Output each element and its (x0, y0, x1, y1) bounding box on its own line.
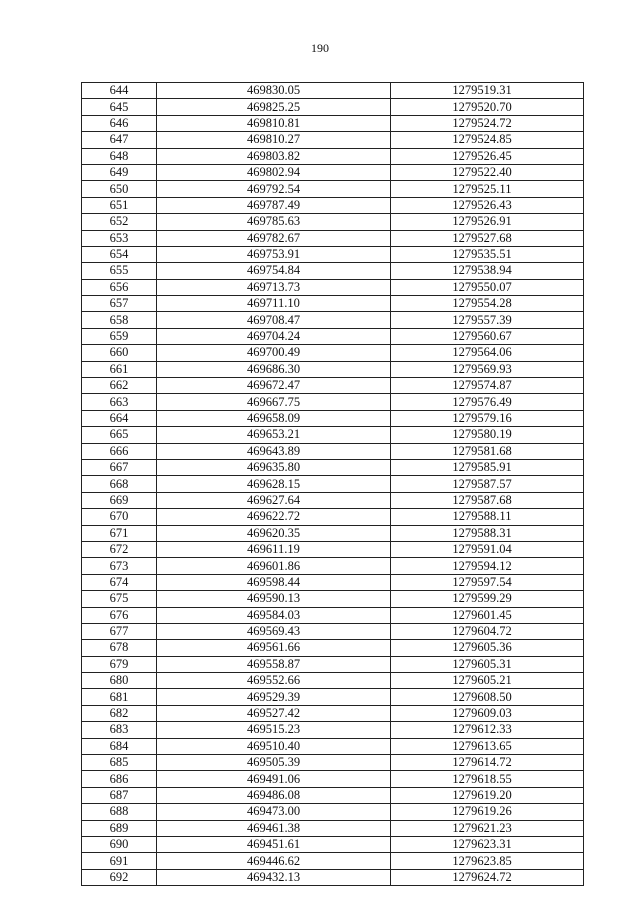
x-coordinate-cell: 469635.80 (157, 459, 391, 475)
page-number: 190 (311, 41, 329, 55)
point-number-cell: 668 (82, 476, 157, 492)
point-number-cell: 669 (82, 492, 157, 508)
x-coordinate-cell: 469486.08 (157, 787, 391, 803)
table-row (82, 181, 584, 197)
table-row (82, 574, 584, 590)
point-number-cell: 676 (82, 607, 157, 623)
y-coordinate-cell: 1279524.72 (391, 115, 584, 131)
point-number-cell: 644 (82, 83, 157, 99)
table-row (82, 673, 584, 689)
x-coordinate-cell: 469558.87 (157, 656, 391, 672)
table-row (82, 230, 584, 246)
x-coordinate-cell: 469810.27 (157, 132, 391, 148)
x-coordinate-cell: 469515.23 (157, 722, 391, 738)
x-coordinate-cell: 469527.42 (157, 705, 391, 721)
point-number-cell: 671 (82, 525, 157, 541)
x-coordinate-cell: 469711.10 (157, 296, 391, 312)
x-coordinate-cell: 469672.47 (157, 378, 391, 394)
y-coordinate-cell: 1279588.31 (391, 525, 584, 541)
point-number-cell: 689 (82, 820, 157, 836)
y-coordinate-cell: 1279525.11 (391, 181, 584, 197)
y-coordinate-cell: 1279599.29 (391, 591, 584, 607)
table-row (82, 378, 584, 394)
y-coordinate-cell: 1279538.94 (391, 263, 584, 279)
point-number-cell: 645 (82, 99, 157, 115)
x-coordinate-cell: 469473.00 (157, 804, 391, 820)
x-coordinate-cell: 469611.19 (157, 541, 391, 557)
table-row (82, 509, 584, 525)
point-number-cell: 683 (82, 722, 157, 738)
point-number-cell: 652 (82, 214, 157, 230)
y-coordinate-cell: 1279623.31 (391, 836, 584, 852)
table-row (82, 853, 584, 869)
x-coordinate-cell: 469667.75 (157, 394, 391, 410)
y-coordinate-cell: 1279612.33 (391, 722, 584, 738)
x-coordinate-cell: 469598.44 (157, 574, 391, 590)
x-coordinate-cell: 469627.64 (157, 492, 391, 508)
y-coordinate-cell: 1279585.91 (391, 459, 584, 475)
point-number-cell: 658 (82, 312, 157, 328)
table-row (82, 197, 584, 213)
point-number-cell: 664 (82, 410, 157, 426)
y-coordinate-cell: 1279576.49 (391, 394, 584, 410)
table-row (82, 820, 584, 836)
x-coordinate-cell: 469653.21 (157, 427, 391, 443)
table-row (82, 771, 584, 787)
table-row (82, 738, 584, 754)
x-coordinate-cell: 469569.43 (157, 623, 391, 639)
x-coordinate-cell: 469561.66 (157, 640, 391, 656)
y-coordinate-cell: 1279605.36 (391, 640, 584, 656)
y-coordinate-cell: 1279623.85 (391, 853, 584, 869)
x-coordinate-cell: 469432.13 (157, 869, 391, 885)
point-number-cell: 667 (82, 459, 157, 475)
table-row (82, 640, 584, 656)
x-coordinate-cell: 469708.47 (157, 312, 391, 328)
x-coordinate-cell: 469704.24 (157, 328, 391, 344)
point-number-cell: 666 (82, 443, 157, 459)
table-row (82, 345, 584, 361)
y-coordinate-cell: 1279619.20 (391, 787, 584, 803)
table-row (82, 164, 584, 180)
table-row (82, 443, 584, 459)
y-coordinate-cell: 1279580.19 (391, 427, 584, 443)
table-row (82, 394, 584, 410)
point-number-cell: 662 (82, 378, 157, 394)
x-coordinate-cell: 469658.09 (157, 410, 391, 426)
table-row (82, 476, 584, 492)
point-number-cell: 690 (82, 836, 157, 852)
y-coordinate-cell: 1279587.68 (391, 492, 584, 508)
point-number-cell: 672 (82, 541, 157, 557)
y-coordinate-cell: 1279581.68 (391, 443, 584, 459)
coordinates-table-body (82, 83, 584, 886)
point-number-cell: 651 (82, 197, 157, 213)
y-coordinate-cell: 1279605.31 (391, 656, 584, 672)
y-coordinate-cell: 1279601.45 (391, 607, 584, 623)
x-coordinate-cell: 469628.15 (157, 476, 391, 492)
table-row (82, 99, 584, 115)
y-coordinate-cell: 1279588.11 (391, 509, 584, 525)
y-coordinate-cell: 1279613.65 (391, 738, 584, 754)
x-coordinate-cell: 469802.94 (157, 164, 391, 180)
table-row (82, 689, 584, 705)
y-coordinate-cell: 1279591.04 (391, 541, 584, 557)
y-coordinate-cell: 1279608.50 (391, 689, 584, 705)
table-row (82, 148, 584, 164)
x-coordinate-cell: 469529.39 (157, 689, 391, 705)
point-number-cell: 682 (82, 705, 157, 721)
point-number-cell: 670 (82, 509, 157, 525)
x-coordinate-cell: 469552.66 (157, 673, 391, 689)
point-number-cell: 675 (82, 591, 157, 607)
x-coordinate-cell: 469446.62 (157, 853, 391, 869)
point-number-cell: 648 (82, 148, 157, 164)
table-row (82, 296, 584, 312)
y-coordinate-cell: 1279526.43 (391, 197, 584, 213)
table-row (82, 787, 584, 803)
point-number-cell: 649 (82, 164, 157, 180)
table-row (82, 558, 584, 574)
y-coordinate-cell: 1279605.21 (391, 673, 584, 689)
y-coordinate-cell: 1279579.16 (391, 410, 584, 426)
y-coordinate-cell: 1279597.54 (391, 574, 584, 590)
point-number-cell: 657 (82, 296, 157, 312)
point-number-cell: 646 (82, 115, 157, 131)
y-coordinate-cell: 1279557.39 (391, 312, 584, 328)
x-coordinate-cell: 469754.84 (157, 263, 391, 279)
point-number-cell: 661 (82, 361, 157, 377)
x-coordinate-cell: 469792.54 (157, 181, 391, 197)
table-row (82, 722, 584, 738)
y-coordinate-cell: 1279535.51 (391, 246, 584, 262)
point-number-cell: 659 (82, 328, 157, 344)
x-coordinate-cell: 469510.40 (157, 738, 391, 754)
y-coordinate-cell: 1279564.06 (391, 345, 584, 361)
x-coordinate-cell: 469505.39 (157, 755, 391, 771)
x-coordinate-cell: 469787.49 (157, 197, 391, 213)
table-row (82, 607, 584, 623)
point-number-cell: 685 (82, 755, 157, 771)
point-number-cell: 650 (82, 181, 157, 197)
table-row (82, 525, 584, 541)
y-coordinate-cell: 1279524.85 (391, 132, 584, 148)
y-coordinate-cell: 1279609.03 (391, 705, 584, 721)
x-coordinate-cell: 469620.35 (157, 525, 391, 541)
point-number-cell: 647 (82, 132, 157, 148)
point-number-cell: 686 (82, 771, 157, 787)
y-coordinate-cell: 1279614.72 (391, 755, 584, 771)
table-row (82, 492, 584, 508)
y-coordinate-cell: 1279519.31 (391, 83, 584, 99)
table-row (82, 705, 584, 721)
y-coordinate-cell: 1279624.72 (391, 869, 584, 885)
point-number-cell: 691 (82, 853, 157, 869)
point-number-cell: 674 (82, 574, 157, 590)
point-number-cell: 688 (82, 804, 157, 820)
x-coordinate-cell: 469461.38 (157, 820, 391, 836)
point-number-cell: 677 (82, 623, 157, 639)
table-row (82, 214, 584, 230)
table-row (82, 115, 584, 131)
point-number-cell: 681 (82, 689, 157, 705)
table-row (82, 836, 584, 852)
x-coordinate-cell: 469643.89 (157, 443, 391, 459)
x-coordinate-cell: 469700.49 (157, 345, 391, 361)
x-coordinate-cell: 469622.72 (157, 509, 391, 525)
point-number-cell: 684 (82, 738, 157, 754)
y-coordinate-cell: 1279526.45 (391, 148, 584, 164)
table-row (82, 427, 584, 443)
table-row (82, 459, 584, 475)
x-coordinate-cell: 469830.05 (157, 83, 391, 99)
x-coordinate-cell: 469825.25 (157, 99, 391, 115)
point-number-cell: 663 (82, 394, 157, 410)
table-row (82, 541, 584, 557)
y-coordinate-cell: 1279520.70 (391, 99, 584, 115)
table-row (82, 132, 584, 148)
y-coordinate-cell: 1279594.12 (391, 558, 584, 574)
table-row (82, 246, 584, 262)
x-coordinate-cell: 469491.06 (157, 771, 391, 787)
point-number-cell: 653 (82, 230, 157, 246)
x-coordinate-cell: 469803.82 (157, 148, 391, 164)
x-coordinate-cell: 469785.63 (157, 214, 391, 230)
table-row (82, 328, 584, 344)
table-row (82, 656, 584, 672)
table-row (82, 755, 584, 771)
x-coordinate-cell: 469810.81 (157, 115, 391, 131)
y-coordinate-cell: 1279560.67 (391, 328, 584, 344)
y-coordinate-cell: 1279526.91 (391, 214, 584, 230)
x-coordinate-cell: 469753.91 (157, 246, 391, 262)
y-coordinate-cell: 1279618.55 (391, 771, 584, 787)
table-row (82, 869, 584, 885)
point-number-cell: 679 (82, 656, 157, 672)
point-number-cell: 654 (82, 246, 157, 262)
y-coordinate-cell: 1279621.23 (391, 820, 584, 836)
y-coordinate-cell: 1279522.40 (391, 164, 584, 180)
coordinates-table (81, 82, 584, 886)
table-row (82, 83, 584, 99)
point-number-cell: 692 (82, 869, 157, 885)
y-coordinate-cell: 1279554.28 (391, 296, 584, 312)
table-row (82, 410, 584, 426)
y-coordinate-cell: 1279619.26 (391, 804, 584, 820)
point-number-cell: 660 (82, 345, 157, 361)
x-coordinate-cell: 469590.13 (157, 591, 391, 607)
table-row (82, 263, 584, 279)
table-row (82, 312, 584, 328)
table-row (82, 279, 584, 295)
x-coordinate-cell: 469713.73 (157, 279, 391, 295)
x-coordinate-cell: 469782.67 (157, 230, 391, 246)
y-coordinate-cell: 1279604.72 (391, 623, 584, 639)
table-row (82, 361, 584, 377)
table-row (82, 804, 584, 820)
x-coordinate-cell: 469451.61 (157, 836, 391, 852)
y-coordinate-cell: 1279587.57 (391, 476, 584, 492)
point-number-cell: 673 (82, 558, 157, 574)
point-number-cell: 655 (82, 263, 157, 279)
x-coordinate-cell: 469584.03 (157, 607, 391, 623)
table-row (82, 591, 584, 607)
point-number-cell: 680 (82, 673, 157, 689)
x-coordinate-cell: 469601.86 (157, 558, 391, 574)
x-coordinate-cell: 469686.30 (157, 361, 391, 377)
point-number-cell: 656 (82, 279, 157, 295)
y-coordinate-cell: 1279550.07 (391, 279, 584, 295)
point-number-cell: 665 (82, 427, 157, 443)
y-coordinate-cell: 1279574.87 (391, 378, 584, 394)
y-coordinate-cell: 1279527.68 (391, 230, 584, 246)
y-coordinate-cell: 1279569.93 (391, 361, 584, 377)
table-row (82, 623, 584, 639)
point-number-cell: 687 (82, 787, 157, 803)
point-number-cell: 678 (82, 640, 157, 656)
